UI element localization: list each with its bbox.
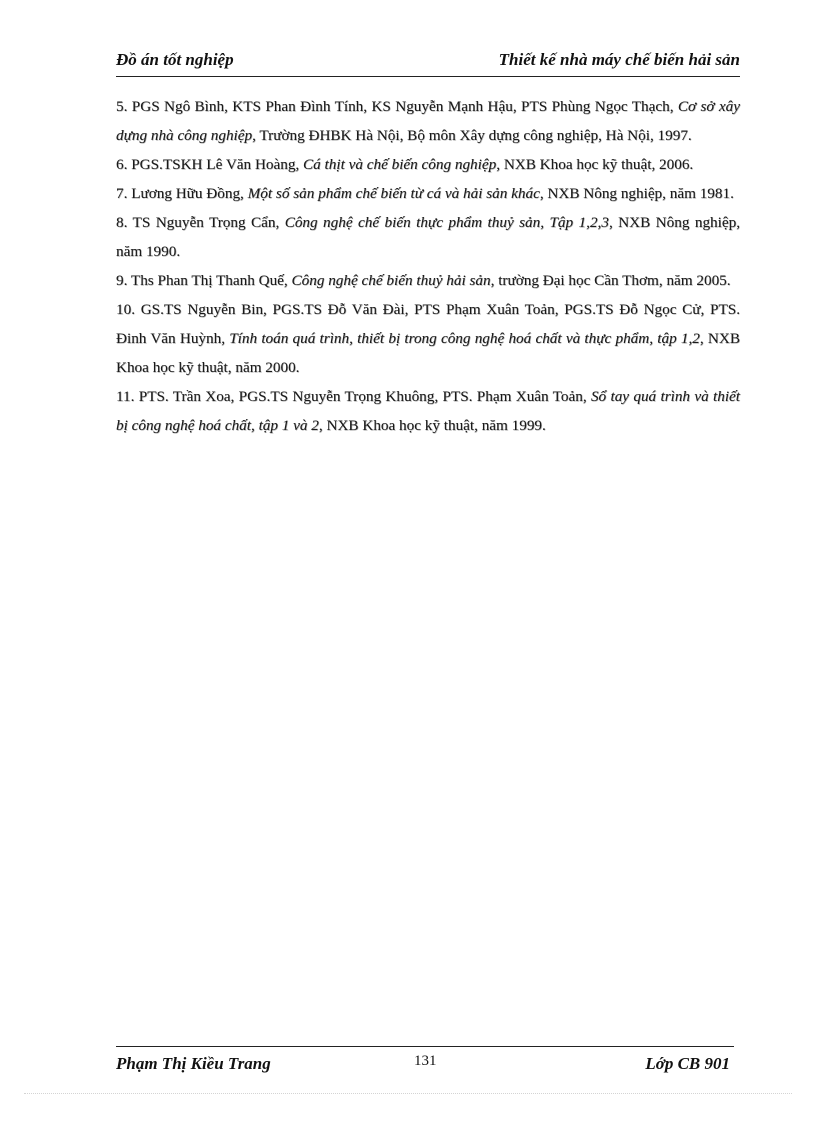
reference-item: 11. PTS. Trần Xoa, PGS.TS Nguyễn Trọng Khuông, PTS. Phạm Xuân Toản, Sổ tay quá trình và thiết bị công nghệ hoá chất, tập 1 và 2, NXB Khoa học kỹ thuật, năm 1999. <box>116 388 740 434</box>
reference-item: 7. Lương Hữu Đồng, Một số sản phẩm chế biến từ cá và hải sản khác, NXB Nông nghiệp, năm 1981. <box>116 185 734 202</box>
page-number: 131 <box>414 1053 437 1069</box>
reference-item: 8. TS Nguyễn Trọng Cẩn, Công nghệ chế biến thực phẩm thuỷ sản, Tập 1,2,3, NXB Nông nghiệp, năm 1990. <box>116 214 740 260</box>
reference-list <box>116 92 740 440</box>
footer-class: Lớp CB 901 <box>645 1054 730 1073</box>
page-bottom-divider <box>24 1093 792 1094</box>
reference-item: 10. GS.TS Nguyễn Bin, PGS.TS Đỗ Văn Đài, PTS Phạm Xuân Toản, PGS.TS Đỗ Ngọc Cử, PTS. Đinh Văn Huỳnh, Tính toán quá trình, thiết bị trong công nghệ hoá chất và thực phẩm, tập 1,2, NXB Khoa học kỹ thuật, năm 2000. <box>116 301 740 376</box>
header-document-title: Thiết kế nhà máy chế biến hải sản <box>498 50 740 69</box>
footer-author: Phạm Thị Kiều Trang <box>116 1054 271 1073</box>
header-document-type: Đồ án tốt nghiệp <box>116 50 234 69</box>
reference-item: 6. PGS.TSKH Lê Văn Hoàng, Cá thịt và chế biến công nghiệp, NXB Khoa học kỹ thuật, 2006. <box>116 156 694 173</box>
page-footer <box>116 1046 734 1079</box>
reference-item: 9. Ths Phan Thị Thanh Quế, Công nghệ chế biến thuỷ hải sản, trường Đại học Cần Thơm, năm 2005. <box>116 272 731 289</box>
page-header <box>116 48 740 77</box>
reference-item: 5. PGS Ngô Bình, KTS Phan Đình Tính, KS Nguyễn Mạnh Hậu, PTS Phùng Ngọc Thạch, Cơ sở xây dựng nhà công nghiệp, Trường ĐHBK Hà Nội, Bộ môn Xây dựng công nghiệp, Hà Nội, 1997. <box>116 98 740 144</box>
